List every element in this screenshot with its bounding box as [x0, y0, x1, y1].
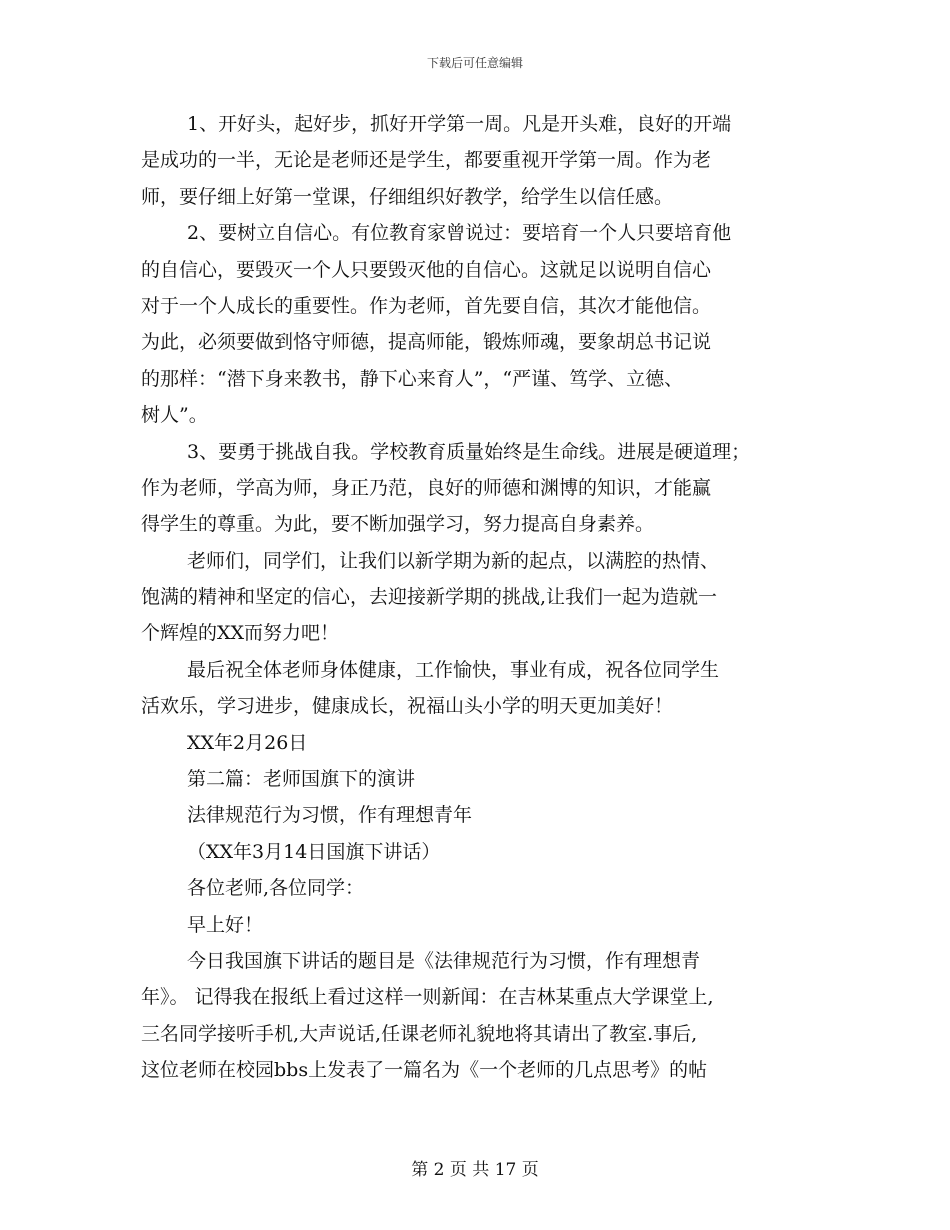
salutation: 各位老师,各位同学：	[187, 877, 365, 900]
speech-subtitle: （XX年3月14日国旗下讲话）	[187, 840, 441, 863]
text-line: 年》。 记得我在报纸上看过这样一则新闻：在吉林某重点大学课堂上,	[141, 986, 714, 1009]
page-header: 下载后可任意编辑	[426, 56, 523, 70]
speech-title: 法律规范行为习惯，作有理想青年	[187, 804, 473, 827]
text-line: 个辉煌的XX而努力吧！	[141, 622, 340, 645]
text-line: 2、要树立自信心。有位教育家曾说过：要培育一个人只要培育他	[187, 222, 732, 245]
text-line: 树人”。	[141, 404, 208, 427]
text-line: 1、开好头，起好步，抓好开学第一周。凡是开头难，良好的开端	[187, 113, 732, 135]
page-number: 第 2 页 共 17 页	[411, 1160, 539, 1180]
text-line: 三名同学接听手机,大声说话,任课老师礼貌地将其请出了教室.事后,	[141, 1022, 698, 1045]
text-line: 今日我国旗下讲话的题目是《法律规范行为习惯，作有理想青	[187, 949, 701, 972]
text-line: 作为老师，学高为师，身正乃范，良好的师德和渊博的知识，才能赢	[141, 476, 712, 499]
text-line: 饱满的精神和坚定的信心，去迎接新学期的挑战,让我们一起为造就一	[141, 586, 718, 609]
text-line: 活欢乐，学习进步，健康成长，祝福山头小学的明天更加美好！	[141, 695, 674, 718]
text-line: 为此，必须要做到恪守师德，提高师能，锻炼师魂，要象胡总书记说	[141, 331, 712, 354]
text-line: 对于一个人成长的重要性。作为老师，首先要自信，其次才能他信。	[141, 294, 712, 317]
text-line: 3、要勇于挑战自我。学校教育质量始终是生命线。进展是硬道理；	[187, 440, 751, 463]
text-line: 这位老师在校园bbs上发表了一篇名为《一个老师的几点思考》的帖	[141, 1059, 708, 1082]
text-line: 的自信心，要毁灭一个人只要毁灭他的自信心。这就足以说明自信心	[141, 258, 712, 281]
text-line: 师，要仔细上好第一堂课，仔细组织好教学，给学生以信任感。	[141, 185, 674, 208]
date-line: XX年2月26日	[187, 731, 308, 754]
text-line: 是成功的一半，无论是老师还是学生，都要重视开学第一周。作为老	[141, 149, 712, 172]
text-line: 得学生的尊重。为此，要不断加强学习，努力提高自身素养。	[141, 513, 655, 536]
text-line: 的那样：“潜下身来教书，静下心来育人”，“严谨、笃学、立德、	[141, 367, 684, 390]
text-line: 老师们，同学们，让我们以新学期为新的起点，以满腔的热情、	[187, 549, 720, 572]
text-line: 最后祝全体老师身体健康，工作愉快，事业有成，祝各位同学生	[187, 658, 720, 681]
greeting: 早上好！	[187, 913, 264, 936]
document-body	[141, 106, 816, 1089]
section-title: 第二篇：老师国旗下的演讲	[187, 768, 416, 791]
